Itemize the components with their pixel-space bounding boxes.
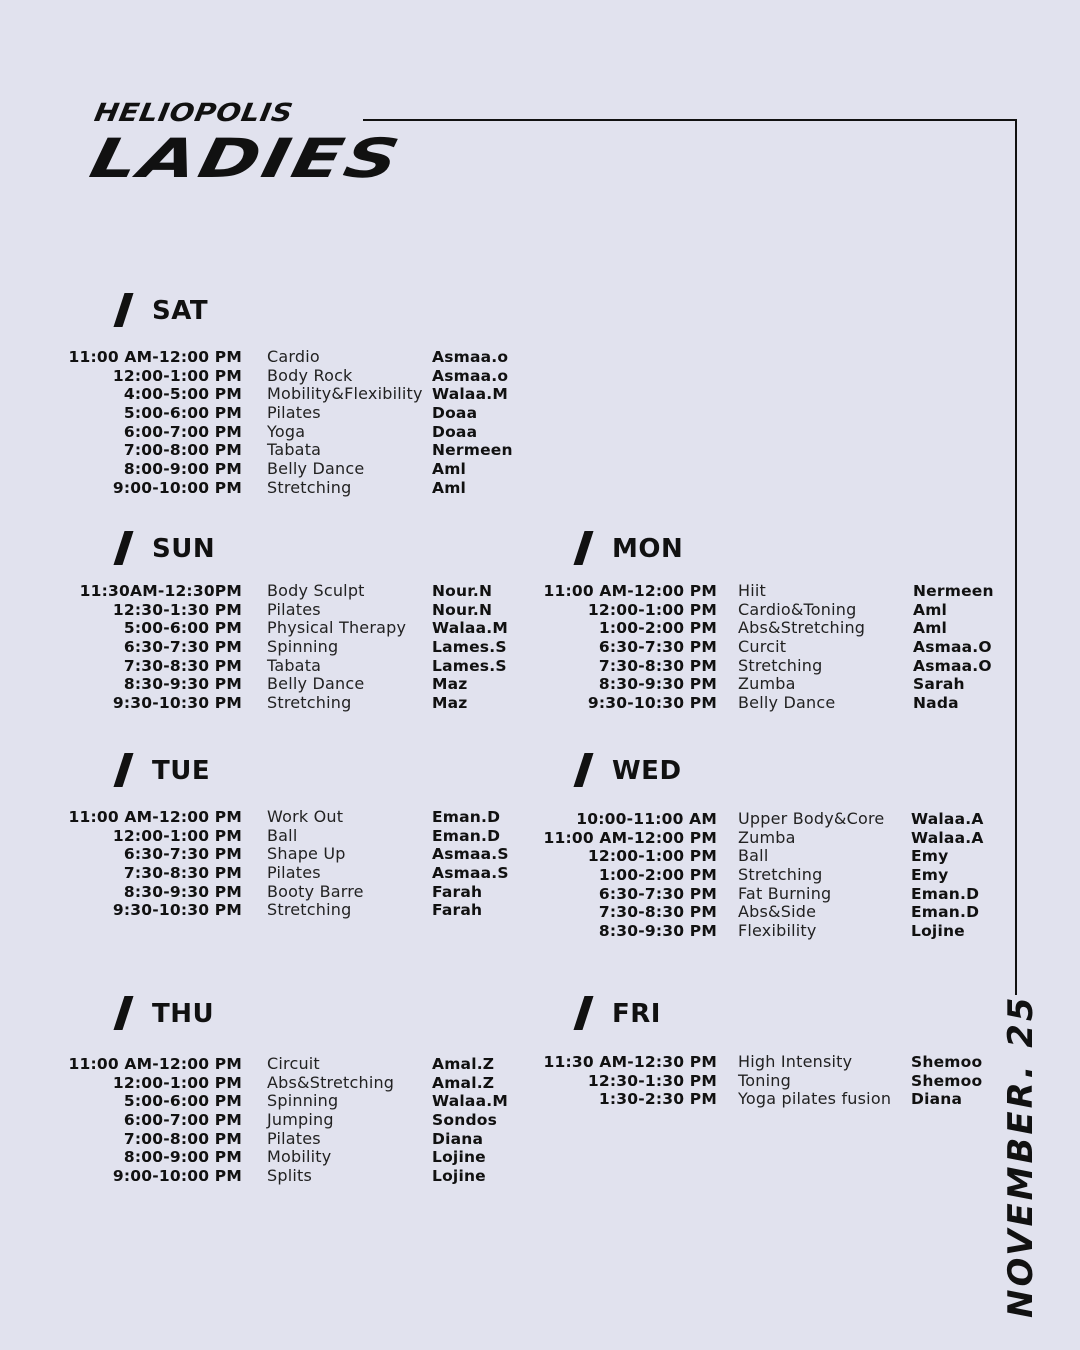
class-name: Stretching	[738, 865, 823, 885]
class-list-fri	[0, 1053, 1080, 1109]
class-name: Stretching	[738, 655, 823, 675]
class-time: 12:00-1:00 PM	[112, 1073, 242, 1092]
class-name: Mobility&Flexibility	[267, 384, 423, 404]
class-name: Pilates	[267, 863, 321, 883]
class-time: 12:00-1:00 PM	[112, 366, 242, 385]
class-trainer: Walaa.M	[432, 619, 508, 638]
class-time: 6:30-7:30 PM	[598, 884, 717, 903]
class-name: Pilates	[267, 403, 321, 423]
class-time: 12:00-1:00 PM	[587, 847, 717, 866]
day-heading-sat	[0, 292, 1080, 336]
class-row	[0, 675, 1080, 694]
class-time: 7:30-8:30 PM	[123, 864, 242, 883]
class-row	[0, 1111, 1080, 1130]
class-trainer: Lojine	[432, 1167, 486, 1186]
month-label: NOVEMBER. 25	[1001, 994, 1041, 1318]
class-trainer: Shemoo	[911, 1053, 983, 1071]
day-name: FRI	[612, 999, 661, 1029]
class-trainer: Farah	[432, 882, 483, 901]
class-name: Hiit	[738, 581, 766, 600]
class-time: 11:00 AM-12:00 PM	[543, 582, 717, 600]
class-name: Body Rock	[267, 365, 353, 385]
class-row	[0, 881, 1080, 904]
class-name: Upper Body&Core	[738, 809, 885, 828]
class-row	[0, 348, 1080, 367]
class-time: 5:00-6:00 PM	[123, 404, 242, 423]
class-name: Pilates	[267, 1128, 321, 1148]
class-time: 6:00-7:00 PM	[123, 1111, 242, 1130]
class-time: 4:00-5:00 PM	[123, 385, 242, 404]
class-name: Splits	[267, 1166, 313, 1186]
class-name: Toning	[738, 1070, 791, 1090]
class-row	[0, 1130, 1080, 1149]
class-name: Abs&Stretching	[738, 618, 866, 638]
class-name: Fat Burning	[738, 883, 832, 903]
class-name: Stretching	[267, 900, 352, 920]
class-trainer: Emy	[911, 866, 949, 885]
class-name: Abs&Side	[738, 902, 817, 922]
class-name: Shape Up	[267, 844, 346, 864]
class-trainer: Nermeen	[432, 441, 513, 460]
class-trainer: Amal.Z	[432, 1055, 495, 1073]
class-time: 7:30-8:30 PM	[598, 656, 717, 675]
class-trainer: Diana	[911, 1090, 963, 1109]
class-name: Tabata	[267, 440, 322, 460]
brand-title: LADIES	[84, 127, 408, 190]
class-list-wed	[0, 807, 1080, 941]
class-time: 9:00-10:00 PM	[112, 478, 242, 497]
class-time: 12:30-1:30 PM	[587, 1071, 717, 1090]
class-trainer: Asmaa.S	[432, 864, 509, 883]
class-time: 11:00 AM-12:00 PM	[68, 1055, 242, 1073]
class-trainer: Asmaa.o	[432, 366, 509, 385]
class-name: Work Out	[267, 807, 344, 826]
class-time: 12:30-1:30 PM	[112, 600, 242, 619]
class-name: Body Sculpt	[267, 581, 365, 600]
class-row	[0, 1072, 1080, 1091]
class-trainer: Maz	[432, 694, 468, 713]
class-name: Belly Dance	[267, 459, 365, 479]
class-name: Yoga	[267, 421, 306, 441]
class-name: Spinning	[267, 1091, 339, 1111]
class-name: Abs&Stretching	[267, 1072, 395, 1092]
class-trainer: Doaa	[432, 404, 478, 423]
class-name: Yoga pilates fusion	[738, 1089, 892, 1109]
class-trainer: Eman.D	[432, 826, 501, 845]
class-name: Jumping	[267, 1110, 334, 1130]
class-name: Pilates	[267, 599, 321, 619]
class-trainer: Maz	[432, 675, 468, 694]
class-name: Physical Therapy	[267, 618, 407, 638]
class-row	[0, 460, 1080, 479]
class-time: 7:00-8:00 PM	[123, 1129, 242, 1148]
class-trainer: Aml	[432, 478, 467, 497]
class-name: Spinning	[267, 637, 339, 657]
class-time: 8:30-9:30 PM	[123, 882, 242, 901]
class-trainer: Lames.S	[432, 638, 507, 657]
class-trainer: Asmaa.O	[913, 656, 992, 675]
class-time: 1:00-2:00 PM	[598, 619, 717, 638]
class-trainer: Nermeen	[913, 582, 994, 600]
class-time: 9:30-10:30 PM	[112, 901, 242, 920]
class-name: Flexibility	[738, 921, 817, 941]
class-trainer: Aml	[913, 600, 948, 619]
slash-mark	[573, 996, 593, 1030]
class-name: Stretching	[267, 477, 352, 497]
day-name: WED	[612, 756, 682, 786]
class-name: Cardio	[267, 347, 320, 366]
class-trainer: Asmaa.S	[432, 845, 509, 864]
class-trainer: Farah	[432, 901, 483, 920]
class-row	[0, 1148, 1080, 1167]
class-row	[0, 922, 1080, 941]
class-row	[0, 638, 1080, 657]
class-row	[0, 844, 1080, 866]
class-row	[0, 1053, 1080, 1072]
class-trainer: Sondos	[432, 1111, 498, 1130]
class-time: 8:30-9:30 PM	[123, 675, 242, 694]
class-time: 11:30 AM-12:30 PM	[543, 1053, 717, 1071]
class-trainer: Lojine	[911, 922, 965, 941]
class-trainer: Asmaa.o	[432, 348, 509, 366]
class-name: Belly Dance	[267, 674, 365, 694]
class-name: Circuit	[267, 1054, 320, 1073]
day-name: MON	[612, 534, 684, 564]
day-name: TUE	[152, 756, 211, 786]
class-time: 6:30-7:30 PM	[123, 845, 242, 864]
day-heading-mon	[0, 530, 1080, 574]
class-trainer: Walaa.A	[911, 828, 984, 847]
class-trainer: Emy	[911, 847, 949, 866]
day-name: SUN	[152, 534, 216, 564]
class-time: 12:00-1:00 PM	[112, 826, 242, 845]
class-list-sat	[0, 348, 1080, 498]
class-time: 11:00 AM-12:00 PM	[68, 348, 242, 366]
class-trainer: Lames.S	[432, 656, 507, 675]
class-trainer: Aml	[432, 460, 467, 479]
class-name: Zumba	[738, 674, 796, 694]
class-trainer: Sarah	[913, 675, 965, 694]
class-trainer: Eman.D	[432, 808, 501, 826]
class-time: 7:00-8:00 PM	[123, 441, 242, 460]
class-row	[0, 601, 1080, 620]
class-name: High Intensity	[738, 1052, 853, 1071]
class-name: Ball	[267, 825, 298, 845]
class-name: Mobility	[267, 1147, 332, 1167]
class-time: 1:30-2:30 PM	[598, 1090, 717, 1109]
class-trainer: Lojine	[432, 1148, 486, 1167]
class-row	[0, 694, 1080, 713]
slash-mark	[573, 531, 593, 565]
class-row	[0, 582, 1080, 601]
class-trainer: Nour.N	[432, 582, 493, 600]
class-name: Belly Dance	[738, 693, 836, 713]
class-trainer: Walaa.A	[911, 810, 984, 828]
class-row	[0, 1167, 1080, 1186]
class-trainer: Eman.D	[911, 903, 980, 922]
class-time: 7:30-8:30 PM	[123, 656, 242, 675]
class-name: Stretching	[267, 693, 352, 713]
class-row	[0, 863, 1080, 885]
class-time: 6:30-7:30 PM	[123, 638, 242, 657]
class-time: 1:00-2:00 PM	[598, 866, 717, 885]
slash-mark	[573, 753, 593, 787]
class-name: Zumba	[738, 827, 796, 847]
class-time: 11:30AM-12:30PM	[79, 582, 242, 600]
class-time: 8:30-9:30 PM	[598, 922, 717, 941]
class-trainer: Diana	[432, 1129, 484, 1148]
day-name: SAT	[152, 296, 209, 326]
class-row	[0, 404, 1080, 423]
slash-mark	[113, 293, 133, 327]
day-section-sat	[0, 292, 1080, 497]
class-time: 5:00-6:00 PM	[123, 619, 242, 638]
class-time: 9:30-10:30 PM	[112, 694, 242, 713]
class-trainer: Eman.D	[911, 884, 980, 903]
class-row	[0, 619, 1080, 638]
class-name: Tabata	[267, 655, 322, 675]
class-trainer: Walaa.M	[432, 385, 508, 404]
class-trainer: Shemoo	[911, 1071, 983, 1090]
class-list-mon	[0, 582, 1080, 713]
class-time: 12:00-1:00 PM	[587, 600, 717, 619]
brand-subtitle: HELIOPOLIS	[92, 98, 296, 127]
class-trainer: Asmaa.O	[913, 638, 992, 657]
class-time: 7:30-8:30 PM	[598, 903, 717, 922]
class-time: 10:00-11:00 AM	[576, 810, 717, 828]
class-row	[0, 479, 1080, 498]
frame-line-top	[363, 119, 1017, 121]
class-trainer: Aml	[913, 619, 948, 638]
day-name: THU	[152, 999, 215, 1029]
class-time: 8:00-9:00 PM	[123, 460, 242, 479]
class-row	[0, 657, 1080, 676]
class-time: 6:00-7:00 PM	[123, 422, 242, 441]
class-name: Curcit	[738, 637, 787, 657]
day-heading-fri	[0, 995, 1080, 1039]
class-time: 11:00 AM-12:00 PM	[543, 828, 717, 847]
class-time: 8:30-9:30 PM	[598, 675, 717, 694]
class-name: Ball	[738, 846, 769, 866]
class-row	[0, 385, 1080, 404]
class-time: 6:30-7:30 PM	[598, 638, 717, 657]
class-row	[0, 423, 1080, 442]
class-row	[0, 825, 1080, 848]
class-time: 8:00-9:00 PM	[123, 1148, 242, 1167]
class-trainer: Doaa	[432, 422, 478, 441]
class-row	[0, 441, 1080, 460]
class-name: Cardio&Toning	[738, 599, 857, 619]
class-row	[0, 807, 1080, 829]
class-time: 9:00-10:00 PM	[112, 1167, 242, 1186]
class-row	[0, 1090, 1080, 1109]
class-trainer: Walaa.M	[432, 1092, 508, 1111]
day-heading-wed	[0, 752, 1080, 796]
class-trainer: Nada	[913, 694, 959, 713]
class-time: 5:00-6:00 PM	[123, 1092, 242, 1111]
class-trainer: Nour.N	[432, 600, 493, 619]
class-row	[0, 900, 1080, 922]
class-time: 9:30-10:30 PM	[587, 694, 717, 713]
class-row	[0, 367, 1080, 386]
class-time: 11:00 AM-12:00 PM	[68, 808, 242, 826]
class-trainer: Amal.Z	[432, 1073, 495, 1092]
class-name: Booty Barre	[267, 881, 364, 901]
